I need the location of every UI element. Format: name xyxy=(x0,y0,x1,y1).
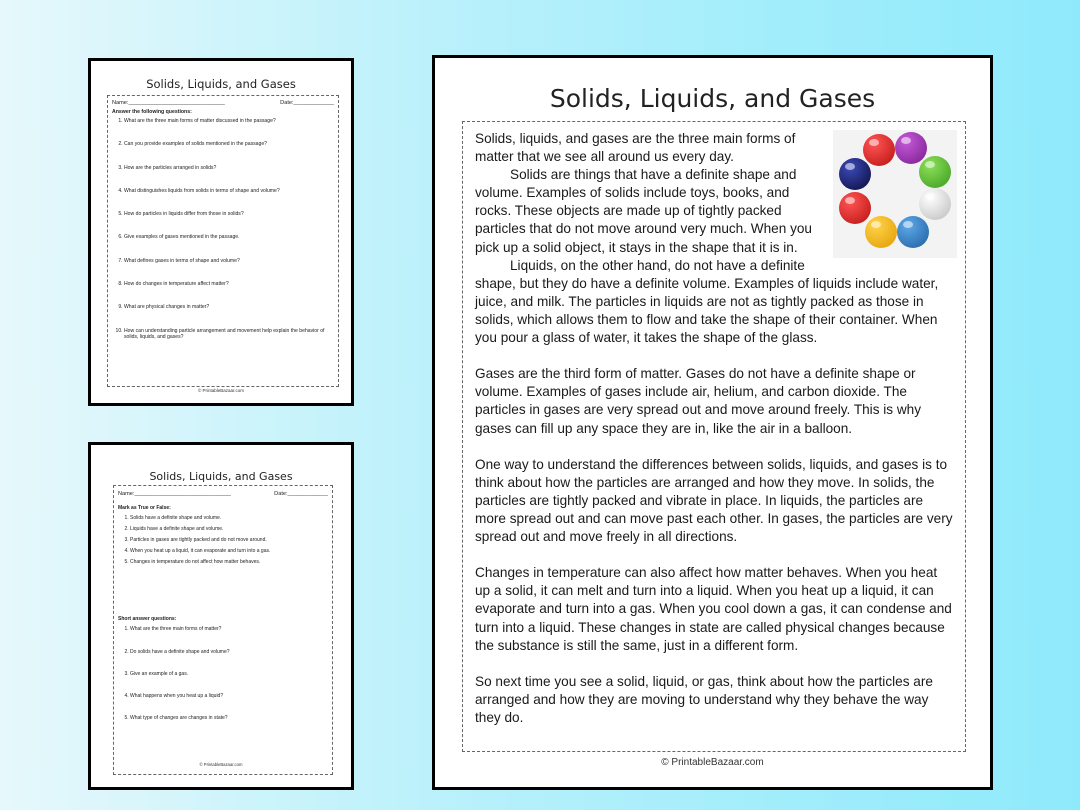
date-field: Date:_____________ xyxy=(274,491,328,497)
list-item: 3. Give an example of a gas. xyxy=(130,671,328,693)
list-item: 6. Give examples of gases mentioned in the passage. xyxy=(124,234,334,257)
list-item: 1. What are the three main forms of matter? xyxy=(130,626,328,648)
list-item: 2. Liquids have a definite shape and volume. xyxy=(130,526,328,537)
list-item: 8. How do changes in temperature affect matter? xyxy=(124,281,334,304)
list-item: 1. What are the three main forms of matter discussed in the passage? xyxy=(124,118,334,141)
paragraph: Liquids, on the other hand, do not have a definite shape, but they do have a definite volume. Examples of liquids include water, juice, and milk. The particles in liquids are not as tightly packed as those in solids, which allows them to flow and take the shape of their container. When you pour a glass of water, it takes the shape of the glass. xyxy=(475,257,939,346)
copyright-footer: © PrintableBazaar.com xyxy=(199,762,243,767)
list-item: 10. How can understanding particle arrangement and movement help explain the behavior of solids, liquids, and gases? xyxy=(124,328,334,351)
paragraph: Gases are the third form of matter. Gases do not have a definite shape or volume. Examples of gases include air, helium, and carbon dioxide. The particles in gases are very spread out and move around freely. This is why gases can fill up any space they are in, like the air in a balloon. xyxy=(475,366,922,436)
paragraph: Solids, liquids, and gases are the three main forms of matter that we see all around us every day. xyxy=(475,131,796,165)
passage-box xyxy=(462,121,966,752)
list-item: 5. Changes in temperature do not affect how matter behaves. xyxy=(130,559,328,570)
worksheet-questions-page xyxy=(88,58,354,406)
list-item: 4. What distinguishes liquids from solids in terms of shape and volume? xyxy=(124,188,334,211)
name-date-row xyxy=(118,491,328,497)
list-item: 7. What defines gases in terms of shape and volume? xyxy=(124,258,334,281)
question-box xyxy=(113,485,333,775)
reading-passage xyxy=(475,130,953,727)
paragraph: Changes in temperature can also affect how matter behaves. When you heat up a solid, it can melt and turn into a liquid. When you heat up a liquid, it can evaporate and turn into a gas. When you cool down a gas, it can condense and turn into a liquid. These changes in state are called physical changes because the substance is still the same, just in a different form. xyxy=(475,565,952,653)
list-item: 9. What are physical changes in matter? xyxy=(124,304,334,327)
list-item: 1. Solids have a definite shape and volume. xyxy=(130,515,328,526)
copyright-footer: © PrintableBazaar.com xyxy=(197,388,245,393)
short-answer-heading: Short answer questions: xyxy=(118,616,177,623)
true-false-list xyxy=(118,515,328,570)
section-heading: Answer the following questions: xyxy=(112,109,192,115)
paragraph: Solids are things that have a definite shape and volume. Examples of solids include toys, books, and rocks. These objects are made up of tightly packed particles that do not move around very much. When you pick up a solid object, it stays in the shape that it is in. xyxy=(475,167,812,255)
paragraph: So next time you see a solid, liquid, or gas, think about how the particles are arranged and how they are moving to understand why they behave the way they do. xyxy=(475,673,933,725)
list-item: 3. Particles in gases are tightly packed and do not move around. xyxy=(130,537,328,548)
page-title: Solids, Liquids, and Gases xyxy=(549,84,876,113)
name-date-row xyxy=(112,100,334,106)
list-item: 5. How do particles in liquids differ from those in solids? xyxy=(124,211,334,234)
list-item: 2. Do solids have a definite shape and volume? xyxy=(130,649,328,671)
page-title: Solids, Liquids, and Gases xyxy=(146,77,296,91)
paragraph: One way to understand the differences between solids, liquids, and gases is to think about how the particles are arranged and how they move. In solids, the particles are tightly packed and vibrate in place. In liquids, the particles are more spread out and can move past each other. In gases, the particles are very spread out and move freely in all directions. xyxy=(475,456,953,545)
colored-balls-illustration xyxy=(833,130,957,258)
passage-page xyxy=(432,55,993,790)
list-item: 2. Can you provide examples of solids mentioned in the passage? xyxy=(124,141,334,164)
list-item: 4. What happens when you heat up a liquid? xyxy=(130,693,328,715)
list-item: 5. What type of changes are changes in state? xyxy=(130,715,328,737)
worksheet-true-false-page xyxy=(88,442,354,790)
question-box xyxy=(107,95,339,387)
page-title: Solids, Liquids, and Gases xyxy=(149,470,293,483)
list-item: 3. How are the particles arranged in solids? xyxy=(124,165,334,188)
name-field: Name:_______________________________ xyxy=(118,491,231,497)
true-false-heading: Mark as True or False: xyxy=(118,505,171,511)
date-field: Date:_____________ xyxy=(280,100,334,106)
question-list xyxy=(112,118,334,351)
short-answer-list xyxy=(118,626,328,737)
list-item: 4. When you heat up a liquid, it can evaporate and turn into a gas. xyxy=(130,548,328,559)
name-field: Name:_______________________________ xyxy=(112,100,225,106)
copyright-footer: © PrintableBazaar.com xyxy=(661,757,764,768)
